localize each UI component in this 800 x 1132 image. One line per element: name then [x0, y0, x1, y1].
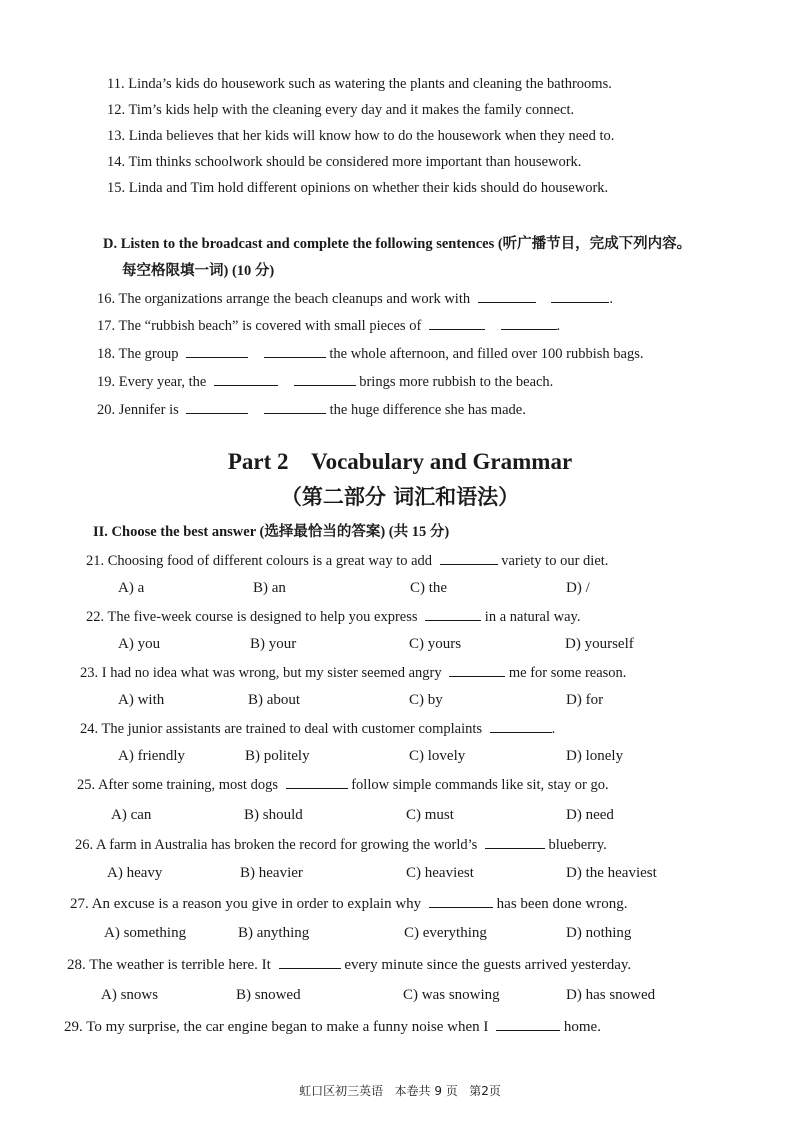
option-b[interactable]: B) an	[253, 580, 286, 596]
option-c[interactable]: C) the	[410, 580, 448, 596]
answer-blank[interactable]	[485, 835, 545, 849]
option-b[interactable]: B) about	[248, 692, 301, 708]
question-24	[80, 719, 555, 738]
fill-item-text: the whole afternoon, and filled over 100 rubbish bags.	[329, 346, 644, 362]
option-a[interactable]: A) can	[111, 807, 152, 823]
question-22	[86, 607, 580, 626]
question-text: 27. An excuse is a reason you give in order to explain why	[70, 896, 422, 912]
question-text: 24. The junior assistants are trained to deal with customer complaints	[80, 721, 483, 737]
fill-item-text: .	[609, 291, 613, 307]
question-text: has been done wrong.	[496, 896, 628, 912]
option-d[interactable]: D) need	[566, 807, 614, 823]
fill-item-text: 20. Jennifer is	[97, 402, 179, 418]
answer-blank[interactable]	[186, 344, 248, 358]
answer-blank[interactable]	[286, 775, 348, 789]
answer-blank[interactable]	[429, 316, 485, 330]
fill-item-text: 16. The organizations arrange the beach cleanups and work with	[97, 291, 471, 307]
question-28	[67, 955, 631, 974]
question-23	[80, 663, 626, 682]
option-c[interactable]: C) lovely	[409, 748, 466, 764]
answer-blank[interactable]	[264, 344, 326, 358]
section-d-heading-line1: D. Listen to the broadcast and complete the following sentences (听广播节目，完成下列内容。	[103, 236, 692, 252]
option-b[interactable]: B) anything	[238, 925, 310, 941]
option-c[interactable]: C) yours	[409, 636, 462, 652]
option-b[interactable]: B) should	[244, 807, 303, 823]
answer-blank[interactable]	[501, 316, 557, 330]
question-text: me for some reason.	[508, 665, 627, 681]
answer-blank[interactable]	[425, 607, 481, 621]
option-a[interactable]: A) a	[118, 580, 145, 596]
answer-blank[interactable]	[214, 372, 278, 386]
fill-item-text: .	[556, 318, 561, 334]
question-27	[70, 894, 627, 913]
question-text: 25. After some training, most dogs	[77, 777, 278, 793]
fill-item-text: 19. Every year, the	[97, 374, 207, 390]
option-b[interactable]: B) your	[250, 636, 297, 652]
option-a[interactable]: A) friendly	[118, 748, 186, 764]
answer-blank[interactable]	[496, 1017, 560, 1031]
option-c[interactable]: C) by	[409, 692, 443, 708]
statement-15: 15. Linda and Tim hold different opinions on whether their kids should do housework.	[107, 180, 609, 196]
question-text: variety to our diet.	[501, 553, 609, 569]
option-b[interactable]: B) politely	[245, 748, 310, 764]
option-d[interactable]: D) for	[566, 692, 604, 708]
fill-item-text: 17. The “rubbish beach” is covered with small pieces of	[97, 318, 422, 334]
question-25	[77, 775, 609, 794]
statement-14: 14. Tim thinks schoolwork should be considered more important than housework.	[107, 154, 582, 170]
answer-blank[interactable]	[294, 372, 356, 386]
question-text: 26. A farm in Australia has broken the record for growing the world’s	[75, 837, 478, 853]
page-footer: 虹口区初三英语 本卷共 9 页 第2页	[299, 1084, 501, 1098]
answer-blank[interactable]	[478, 289, 536, 303]
answer-blank[interactable]	[490, 719, 552, 733]
option-a[interactable]: A) snows	[101, 987, 159, 1003]
fill-item-18	[97, 344, 643, 363]
question-text: .	[551, 721, 556, 737]
question-text: 28. The weather is terrible here. It	[67, 957, 271, 973]
fill-item-16	[97, 289, 613, 308]
question-21	[86, 551, 608, 570]
option-a[interactable]: A) with	[118, 692, 165, 708]
answer-blank[interactable]	[429, 894, 493, 908]
option-c[interactable]: C) heaviest	[406, 865, 474, 881]
question-26	[75, 835, 607, 854]
option-c[interactable]: C) must	[406, 807, 454, 823]
question-text: in a natural way.	[484, 609, 581, 625]
option-b[interactable]: B) snowed	[236, 987, 301, 1003]
section-d-heading	[103, 235, 691, 253]
question-text: follow simple commands like sit, stay or go.	[351, 777, 609, 793]
question-text: 29. To my surprise, the car engine began to make a funny noise when I	[64, 1019, 489, 1035]
section-ii-heading: II. Choose the best answer (选择最恰当的答案) (共 15 分)	[93, 524, 450, 540]
answer-blank[interactable]	[186, 400, 248, 414]
option-a[interactable]: A) heavy	[107, 865, 163, 881]
question-text: 21. Choosing food of different colours is a great way to add	[86, 553, 433, 569]
fill-item-text: 18. The group	[97, 346, 179, 362]
option-a[interactable]: A) you	[118, 636, 161, 652]
option-c[interactable]: C) everything	[404, 925, 487, 941]
option-d[interactable]: D) nothing	[566, 925, 632, 941]
fill-item-19	[97, 372, 553, 391]
part-subtitle: （第二部分 词汇和语法）	[280, 485, 520, 509]
option-c[interactable]: C) was snowing	[403, 987, 500, 1003]
question-text: 23. I had no idea what was wrong, but my sister seemed angry	[80, 665, 442, 681]
option-d[interactable]: D) yourself	[565, 636, 634, 652]
fill-item-17	[97, 316, 560, 335]
answer-blank[interactable]	[264, 400, 326, 414]
option-d[interactable]: D) /	[566, 580, 590, 596]
question-text: blueberry.	[548, 837, 607, 853]
option-b[interactable]: B) heavier	[240, 865, 303, 881]
part-title: Part 2 Vocabulary and Grammar	[227, 449, 573, 474]
fill-item-text: the huge difference she has made.	[329, 402, 526, 418]
question-text: home.	[563, 1019, 601, 1035]
question-29	[64, 1017, 601, 1036]
option-d[interactable]: D) lonely	[566, 748, 624, 764]
statement-11: 11. Linda’s kids do housework such as watering the plants and cleaning the bathrooms.	[107, 76, 612, 92]
answer-blank[interactable]	[449, 663, 505, 677]
question-text: every minute since the guests arrived yesterday.	[344, 957, 632, 973]
answer-blank[interactable]	[551, 289, 609, 303]
statement-12: 12. Tim’s kids help with the cleaning every day and it makes the family connect.	[107, 102, 575, 118]
option-d[interactable]: D) has snowed	[566, 987, 656, 1003]
section-d-heading-2: 每空格限填一词) (10 分)	[122, 263, 275, 279]
option-d[interactable]: D) the heaviest	[566, 865, 657, 881]
answer-blank[interactable]	[440, 551, 498, 565]
fill-item-text: brings more rubbish to the beach.	[359, 374, 554, 390]
statement-13: 13. Linda believes that her kids will know how to do the housework when they need to.	[107, 128, 615, 144]
option-a[interactable]: A) something	[104, 925, 187, 941]
fill-item-20	[97, 400, 526, 419]
answer-blank[interactable]	[279, 955, 341, 969]
question-text: 22. The five-week course is designed to help you express	[86, 609, 418, 625]
